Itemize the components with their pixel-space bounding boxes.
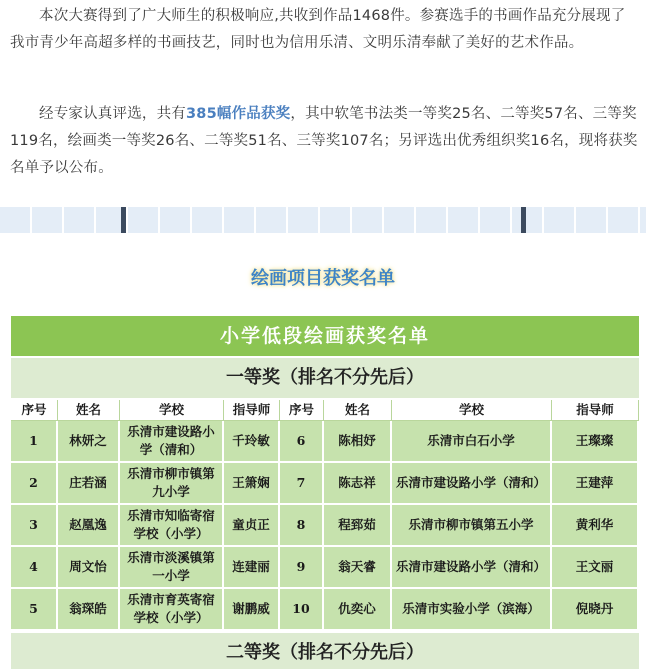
header-teacher-2: 指导师 [552,400,639,421]
cell-teacher: 王璨璨 [552,421,639,463]
cell-name: 赵凰逸 [58,505,120,547]
cell-name: 翁天睿 [324,547,392,589]
cell-school: 乐清市淡溪镇第一小学 [120,547,224,589]
cell-no: 9 [280,547,324,589]
section-title: 绘画项目获奖名单 [251,268,395,289]
cell-no: 3 [11,505,58,547]
intro-text-after: ，其中软笔书法类一等奖25名、二等奖57名、三等奖119名，绘画类一等奖26名、二等奖51名、三等奖107名；另评选出优秀组织奖16名，现将获奖名单予以公布。 [10,106,638,176]
cell-no: 8 [280,505,324,547]
first-prize-heading: 一等奖（排名不分先后） [11,356,639,398]
cell-school: 乐清市实验小学（滨海） [392,589,552,631]
intro-paragraph-1: 本次大赛得到了广大师生的积极响应,共收到作品1468件。参赛选手的书画作品充分展现了我市青少年高超多样的书画技艺，同时也为信用乐清、文明乐清奉献了美好的艺术作品。 [10,8,626,51]
cell-no: 2 [11,463,58,505]
cell-teacher: 王文丽 [552,547,639,589]
cell-no: 5 [11,589,58,631]
cell-name: 陈志祥 [324,463,392,505]
second-prize-heading: 二等奖（排名不分先后） [11,631,639,669]
cell-no: 1 [11,421,58,463]
award-count-highlight: 385幅作品获奖 [186,106,291,122]
cell-teacher: 王箫娴 [224,463,280,505]
cell-teacher: 谢鹏威 [224,589,280,631]
header-name-2: 姓名 [324,400,392,421]
cell-name: 仇奕心 [324,589,392,631]
cell-no: 7 [280,463,324,505]
cell-name: 翁琛皓 [58,589,120,631]
header-school: 学校 [120,400,224,421]
cell-school: 乐清市知临寄宿学校（小学） [120,505,224,547]
cell-teacher: 连建丽 [224,547,280,589]
cell-school: 乐清市建设路小学（清和） [120,421,224,463]
cell-name: 周文怡 [58,547,120,589]
header-school-2: 学校 [392,400,552,421]
section-divider [0,207,646,233]
cell-name: 陈相妤 [324,421,392,463]
award-grid [11,398,639,631]
cell-school: 乐清市白石小学 [392,421,552,463]
cell-school: 乐清市柳市镇第五小学 [392,505,552,547]
divider-bar-left [121,207,126,233]
cell-no: 6 [280,421,324,463]
header-no: 序号 [11,400,58,421]
cell-name: 庄若涵 [58,463,120,505]
cell-teacher: 黄利华 [552,505,639,547]
award-table [11,316,639,669]
cell-school: 乐清市建设路小学（清和） [392,463,552,505]
cell-no: 4 [11,547,58,589]
divider-bar-right [521,207,526,233]
cell-school: 乐清市育英寄宿学校（小学） [120,589,224,631]
header-teacher: 指导师 [224,400,280,421]
cell-school: 乐清市建设路小学（清和） [392,547,552,589]
header-no-2: 序号 [280,400,324,421]
cell-name: 程郅茹 [324,505,392,547]
cell-teacher: 千玲敏 [224,421,280,463]
cell-school: 乐清市柳市镇第九小学 [120,463,224,505]
table-title: 小学低段绘画获奖名单 [11,316,639,356]
cell-no: 10 [280,589,324,631]
intro-text-before: 经专家认真评选，共有 [39,106,186,122]
intro-paragraph-2 [10,101,638,182]
cell-teacher: 童贞正 [224,505,280,547]
cell-teacher: 倪晓丹 [552,589,639,631]
cell-teacher: 王建萍 [552,463,639,505]
header-name: 姓名 [58,400,120,421]
cell-name: 林妍之 [58,421,120,463]
